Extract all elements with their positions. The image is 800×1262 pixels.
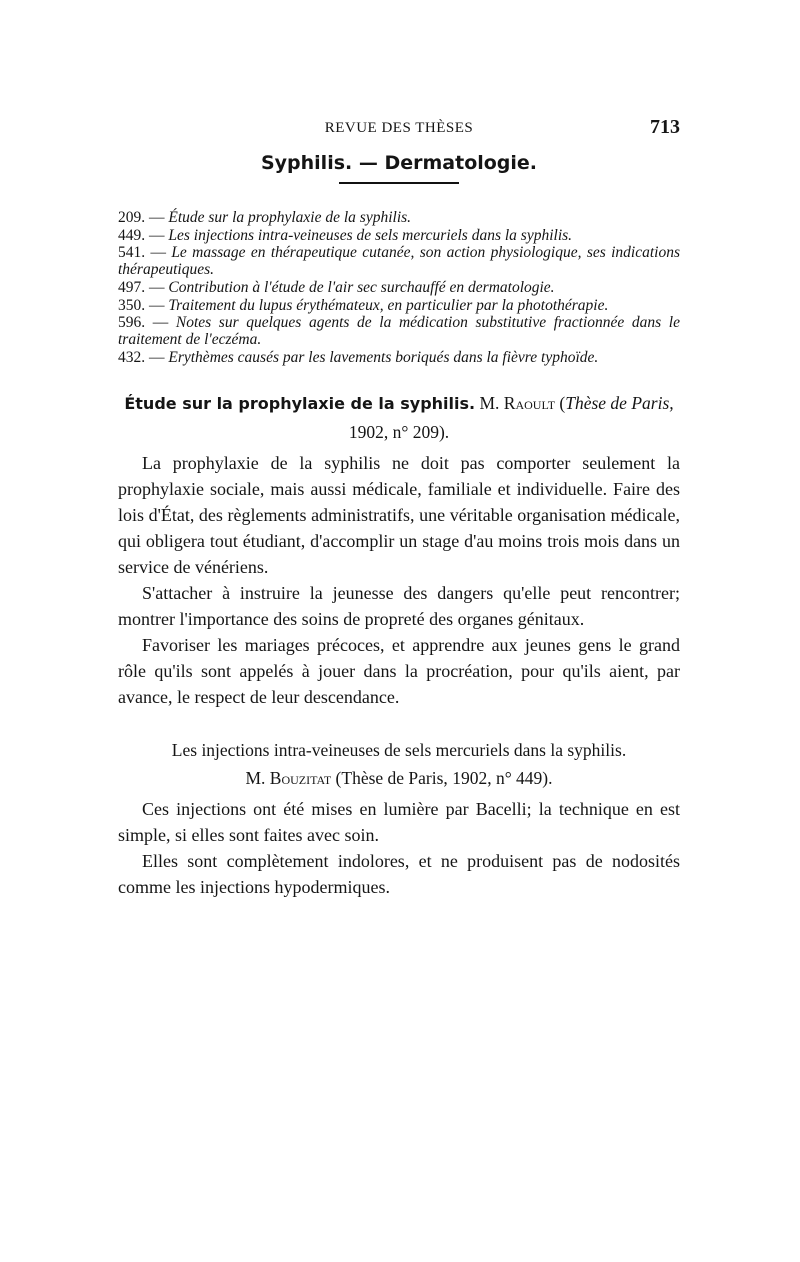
thesis-title: Contribution à l'étude de l'air sec surchauffé en dermatologie. <box>168 278 555 296</box>
list-item: 209. — Étude sur la prophylaxie de la syphilis. <box>118 209 412 226</box>
author-prefix: M. <box>479 393 500 414</box>
citation-source: Thèse de Paris, <box>341 768 448 789</box>
thesis-title: Étude sur la prophylaxie de la syphilis. <box>168 209 412 226</box>
thesis-title: Notes sur quelques agents de la médication substitutive fractionnée dans le traitement de l'eczéma. <box>118 314 680 348</box>
paragraph: S'attacher à instruire la jeunesse des dangers qu'elle peut rencontrer; montrer l'importance des soins de propreté des organes génitaux. <box>118 583 680 630</box>
article-heading <box>118 389 680 446</box>
thesis-index-list <box>118 210 680 366</box>
article-title: Les injections intra-veineuses de sels mercuriels dans la syphilis. <box>171 740 627 761</box>
article-heading <box>118 736 680 792</box>
thesis-number: 350. <box>118 296 146 314</box>
thesis-number: 209. <box>118 209 146 226</box>
thesis-number: 449. <box>118 226 146 244</box>
thesis-title: Le massage en thérapeutique cutanée, son action physiologique, ses indications thérapeutiques. <box>118 244 680 279</box>
thesis-number: 432. <box>118 348 146 366</box>
citation-details: 1902, n° 449). <box>447 768 553 789</box>
thesis-number: 596. <box>118 314 146 332</box>
list-item: 432. — Erythèmes causés par les lavements boriqués dans la fièvre typhoïde. <box>118 348 599 366</box>
thesis-number: 497. <box>118 278 146 296</box>
citation-details: 1902, n° 209). <box>348 422 450 443</box>
article-title: Étude sur la prophylaxie de la syphilis. <box>124 394 476 414</box>
paragraph: Elles sont complètement indolores, et ne produisent pas de nodosités comme les injections hypodermiques. <box>118 851 680 898</box>
citation-source: Thèse de Paris, <box>565 393 674 414</box>
author-name: Raoult <box>503 393 556 414</box>
running-title: REVUE DES THÈSES <box>324 120 474 136</box>
thesis-title: Les injections intra-veineuses de sels mercuriels dans la syphilis. <box>168 226 573 244</box>
author-prefix: M. <box>245 768 266 789</box>
thesis-title: Traitement du lupus érythémateux, en particulier par la photothérapie. <box>168 296 609 314</box>
page-number: 713 <box>650 116 680 138</box>
paragraph: La prophylaxie de la syphilis ne doit pas comporter seulement la prophylaxie sociale, mais aussi médicale, familiale et individuelle. Faire des lois d'État, des règlements administratifs, une véritable organisation médicale, qui obligera tout étudiant, d'accomplir un stage d'au moins trois mois dans un service de vénériens. <box>118 453 680 578</box>
list-item: 350. — Traitement du lupus érythémateux, en particulier par la photothérapie. <box>118 296 609 314</box>
running-header <box>118 108 680 148</box>
paragraph: Ces injections ont été mises en lumière par Bacelli; la technique en est simple, si elles sont faites avec soin. <box>118 799 680 846</box>
list-item: 449. — Les injections intra-veineuses de sels mercuriels dans la syphilis. <box>118 226 573 244</box>
document-page <box>118 108 680 900</box>
section-divider <box>339 182 459 184</box>
paragraph: Favoriser les mariages précoces, et apprendre aux jeunes gens le grand rôle qu'ils sont appelés à jouer dans la procréation, pour qu'ils aient, par avance, le respect de leur descendance. <box>118 635 680 708</box>
author-name: Bouzitat <box>269 768 332 789</box>
citation-open: ( <box>559 393 566 414</box>
list-item: 497. — Contribution à l'étude de l'air sec surchauffé en dermatologie. <box>118 278 555 296</box>
article-body <box>118 450 680 710</box>
thesis-number: 541. <box>118 244 146 262</box>
list-item: 541. — Le massage en thérapeutique cutanée, son action physiologique, ses indications thérapeutiques. <box>118 244 680 279</box>
thesis-title: Erythèmes causés par les lavements boriqués dans la fièvre typhoïde. <box>168 348 599 366</box>
citation-open: ( <box>335 768 342 789</box>
list-item: 596. — Notes sur quelques agents de la médication substitutive fractionnée dans le traitement de l'eczéma. <box>118 314 680 348</box>
article-body <box>118 796 680 900</box>
section-title: Syphilis. — Dermatologie. <box>260 152 538 174</box>
